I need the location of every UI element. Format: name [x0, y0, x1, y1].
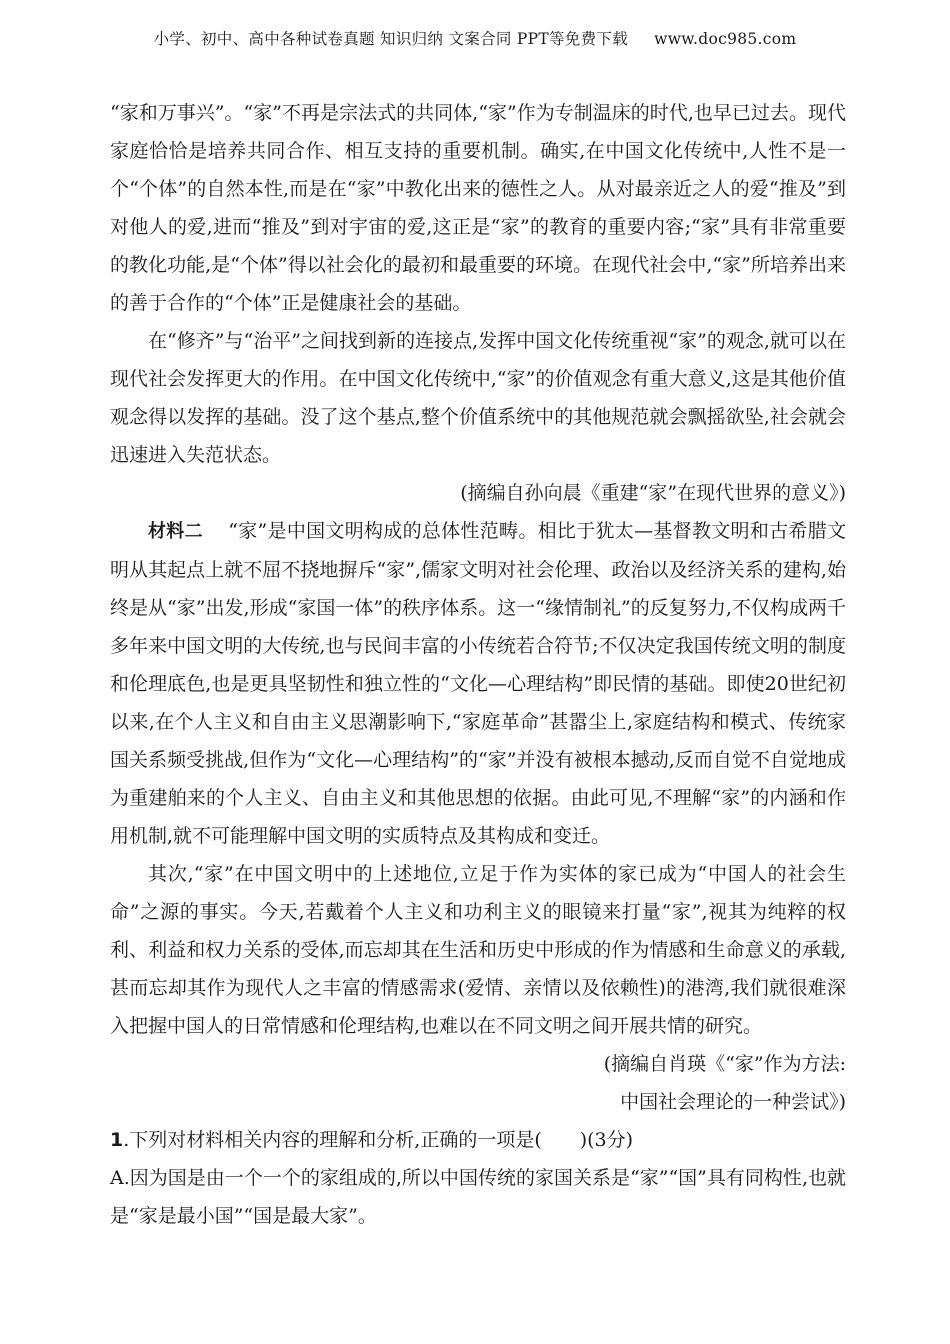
header-url[interactable]: www.doc985.com	[654, 30, 797, 48]
material1-paragraph2: 在“修齐”与“治平”之间找到新的连接点,发挥中国文化传统重视“家”的观念,就可以在现代社会发挥更大的作用。在中国文化传统中,“家”的价值观念有重大意义,这是其他价值观念得以发挥的基础。没了这个基点,整个价值系统中的其他规范就会飘摇欲坠,社会就会迅速进入失范状态。	[110, 330, 846, 466]
page-header	[0, 27, 950, 49]
material2-source-line2: 中国社会理论的一种尝试》)	[620, 1091, 846, 1113]
document-body	[110, 94, 846, 1235]
material2-source-line1: (摘编自肖瑛《“家”作为方法:	[603, 1053, 846, 1075]
question1-stem-text: .下列对材料相关内容的理解和分析,正确的一项是( )(3分)	[123, 1129, 634, 1151]
question1-option-a: A.因为国是由一个一个的家组成的,所以中国传统的家国关系是“家”“国”具有同构性,也就是“家是最小国”“国是最大家”。	[110, 1167, 846, 1227]
material2-label: 材料二	[148, 521, 203, 542]
header-text: 小学、初中、高中各种试卷真题 知识归纳 文案合同 PPT等免费下载	[153, 30, 628, 48]
material2-paragraph1-text: “家”是中国文明构成的总体性范畴。相比于犹太—基督教文明和古希腊文明从其起点上就不屈不挠地摒斥“家”,儒家文明对社会伦理、政治以及经济关系的建构,始终是从“家”出发,形成“家国一体”的秩序体系。这一“缘情制礼”的反复努力,不仅构成两千多年来中国文明的大传统,也与民间丰富的小传统若合符节;不仅决定我国传统文明的制度和伦理底色,也是更具坚韧性和独立性的“文化—心理结构”即民情的基础。即使20世纪初以来,在个人主义和自由主义思潮影响下,“家庭革命”甚嚣尘上,家庭结构和模式、传统家国关系频受挑战,但作为“文化—心理结构”的“家”并没有被根本撼动,反而自觉不自觉地成为重建舶来的个人主义、自由主义和其他思想的依据。由此可见,不理解“家”的内涵和作用机制,就不可能理解中国文明的实质特点及其构成和变迁。	[110, 520, 846, 847]
material2-paragraph1	[110, 512, 846, 855]
material1-paragraph1: “家和万事兴”。“家”不再是宗法式的共同体,“家”作为专制温床的时代,也早已过去。现代家庭恰恰是培养共同合作、相互支持的重要机制。确实,在中国文化传统中,人性不是一个“个体”的自然本性,而是在“家”中教化出来的德性之人。从对最亲近之人的爱“推及”到对他人的爱,进而“推及”到对宇宙的爱,这正是“家”的教育的重要内容;“家”具有非常重要的教化功能,是“个体”得以社会化的最初和最重要的环境。在现代社会中,“家”所培养出来的善于合作的“个体”正是健康社会的基础。	[110, 102, 846, 314]
question1-number: 1	[110, 1129, 124, 1151]
material2-paragraph2: 其次,“家”在中国文明中的上述地位,立足于作为实体的家已成为“中国人的社会生命”之源的事实。今天,若戴着个人主义和功利主义的眼镜来打量“家”,视其为纯粹的权利、利益和权力关系的受体,而忘却其在生活和历史中形成的作为情感和生命意义的承载,甚而忘却其作为现代人之丰富的情感需求(爱情、亲情以及依赖性)的港湾,我们就很难深入把握中国人的日常情感和伦理结构,也难以在不同文明之间开展共情的研究。	[110, 863, 846, 1037]
material1-source: (摘编自孙向晨《重建“家”在现代世界的意义》)	[460, 482, 846, 504]
question1-stem	[110, 1121, 846, 1159]
